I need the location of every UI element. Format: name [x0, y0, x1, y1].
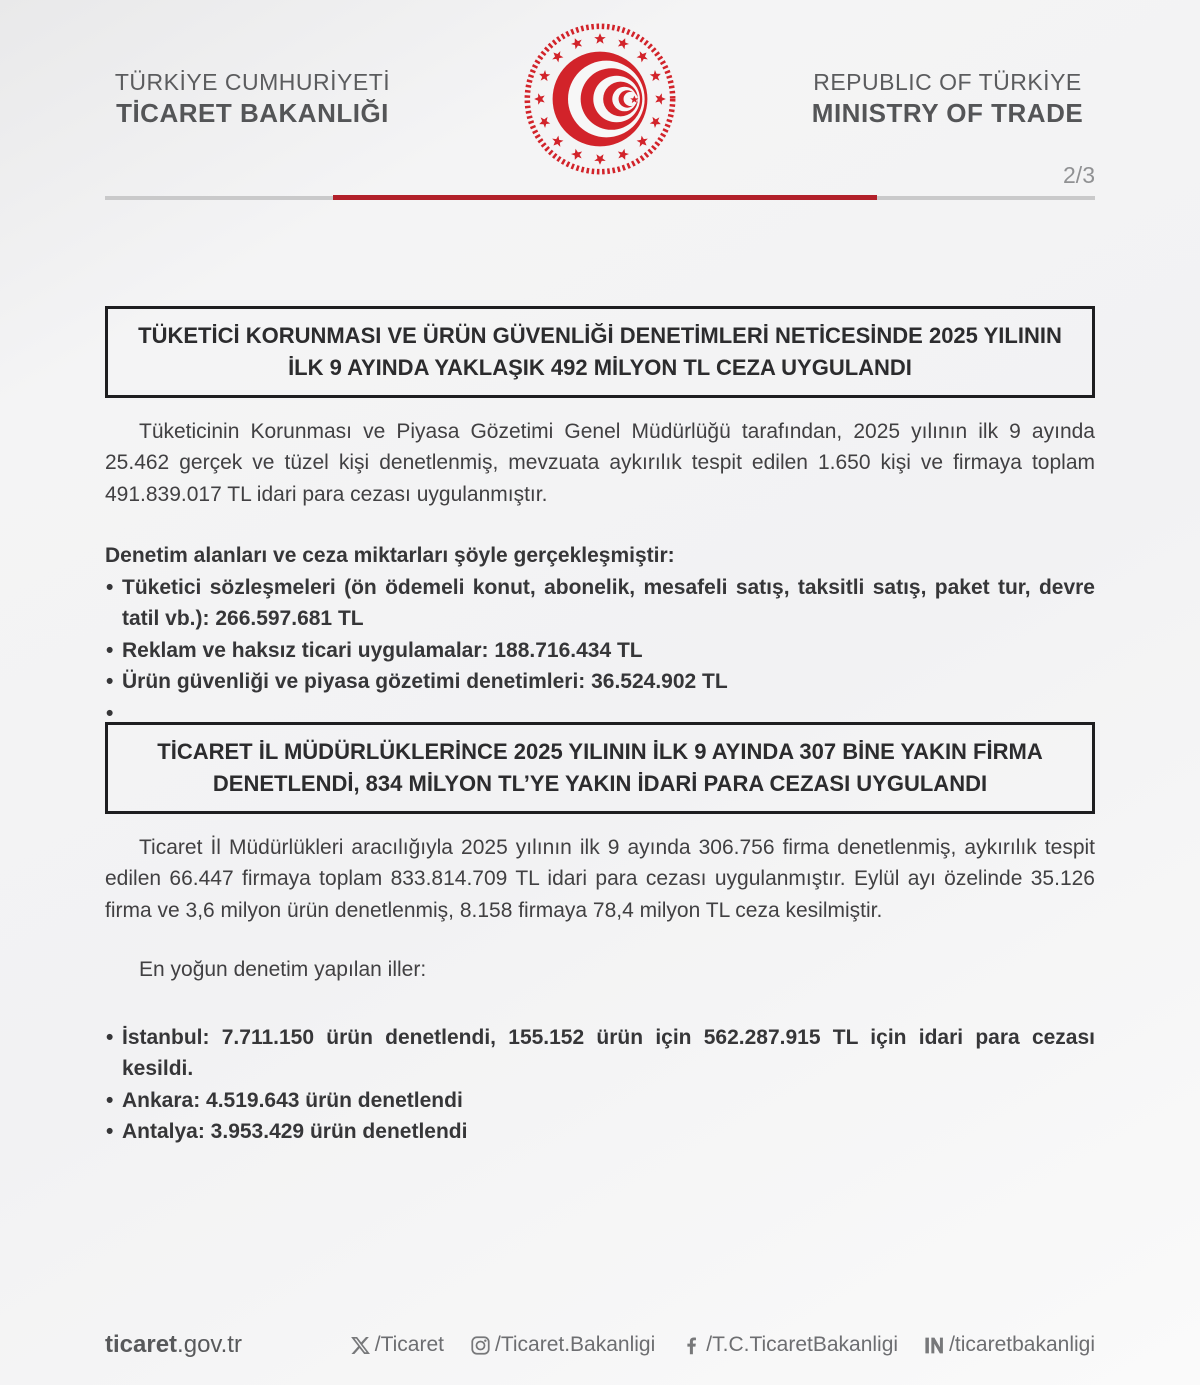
- list-item: • İstanbul: 7.711.150 ürün denetlendi, 155.152 ürün için 562.287.915 TL için idari para cezası kesildi.: [105, 1022, 1095, 1085]
- ministry-title-english: [695, 69, 1200, 129]
- headline-box-consumer-protection: [105, 306, 1095, 398]
- instagram-icon: [470, 1335, 491, 1356]
- ministry-of-trade-logo-icon: [505, 20, 695, 178]
- progress-bar: [105, 195, 1095, 200]
- footer: [105, 1331, 1095, 1359]
- top-cities-list: [105, 1022, 1095, 1148]
- social-nsosyal: [924, 1333, 1095, 1357]
- website-url: [105, 1331, 242, 1359]
- list-item: • Antalya: 3.953.429 ürün denetlendi: [105, 1116, 1095, 1148]
- progress-segment-left: [105, 196, 333, 200]
- list-item: • Tüketici sözleşmeleri (ön ödemeli konut, abonelik, mesafeli satış, taksitli satış, paket tur, devre tatil vb.): 266.597.681 TL: [105, 572, 1095, 635]
- ministry-title-en-line1: REPUBLIC OF TÜRKİYE: [813, 69, 1082, 95]
- headline-text: TÜKETİCİ KORUNMASI VE ÜRÜN GÜVENLİĞİ DENETİMLERİ NETİCESİNDE 2025 YILININ İLK 9 AYINDA YAKLAŞIK 492 MİLYON TL CEZA UYGULANDI: [138, 323, 1062, 380]
- penalty-areas-list: [105, 572, 1095, 698]
- list-item: • Ürün güvenliği ve piyasa gözetimi denetimleri: 36.524.902 TL: [105, 666, 1095, 698]
- x-icon: [350, 1335, 371, 1356]
- page-indicator: 2/3: [1063, 162, 1095, 188]
- paragraph-provincial-directorates: Ticaret İl Müdürlükleri aracılığıyla 2025 yılının ilk 9 ayında 306.756 firma denetlenmiş, aykırılık tespit edilen 66.447 firmaya toplam 833.814.709 TL idari para cezası uygulanmıştır. Eylül ayı özelinde 35.126 firma ve 3,6 milyon ürün denetlenmiş, 8.158 firmaya 78,4 milyon TL ceza kesilmiştir.: [105, 835, 1095, 922]
- headline-text: TİCARET İL MÜDÜRLÜKLERİNCE 2025 YILININ İLK 9 AYINDA 307 BİNE YAKIN FİRMA DENETLENDİ, 834 MİLYON TL’YE YAKIN İDARİ PARA CEZASI UYGULANDI: [157, 738, 1043, 796]
- social-facebook: [681, 1333, 898, 1357]
- progress-segment-right: [877, 196, 1095, 200]
- document-body: [105, 306, 1095, 1148]
- social-handle: /T.C.TicaretBakanligi: [706, 1333, 899, 1356]
- social-instagram: [470, 1333, 655, 1357]
- ministry-title-tr-line2: TİCARET BAKANLIĞI: [116, 98, 389, 128]
- sub-heading-top-cities: En yoğun denetim yapılan iller:: [139, 958, 427, 982]
- website-url-bold: ticaret: [105, 1331, 178, 1358]
- list-heading-penalty-areas: Denetim alanları ve ceza miktarları şöyle gerçekleşmiştir:: [105, 544, 675, 568]
- social-links: [350, 1333, 1095, 1357]
- nsosyal-icon: [924, 1335, 945, 1356]
- social-handle: /Ticaret: [374, 1333, 444, 1356]
- social-handle: /ticaretbakanligi: [949, 1333, 1095, 1356]
- list-item: • Reklam ve haksız ticari uygulamalar: 188.716.434 TL: [105, 635, 1095, 667]
- headline-box-provincial-directorates: [105, 722, 1095, 814]
- social-handle: /Ticaret.Bakanligi: [494, 1333, 656, 1356]
- website-url-rest: .gov.tr: [177, 1331, 242, 1358]
- social-x: [350, 1333, 444, 1357]
- progress-segment-current: [333, 195, 878, 200]
- facebook-icon: [681, 1335, 702, 1356]
- ministry-title-turkish: [0, 69, 505, 129]
- ministry-title-en-line2: MINISTRY OF TRADE: [811, 98, 1084, 128]
- paragraph-consumer-protection: Tüketicinin Korunması ve Piyasa Gözetimi Genel Müdürlüğü tarafından, 2025 yılının ilk 9 ayında 25.462 gerçek ve tüzel kişi denetlenmiş, mevzuata aykırılık tespit edilen 1.650 kişi ve firmaya toplam 491.839.017 TL idari para cezası uygulanmıştır.: [105, 419, 1095, 506]
- list-item: • Ankara: 4.519.643 ürün denetlendi: [105, 1085, 1095, 1117]
- header: [0, 0, 1200, 178]
- ministry-title-tr-line1: TÜRKİYE CUMHURİYETİ: [114, 69, 391, 95]
